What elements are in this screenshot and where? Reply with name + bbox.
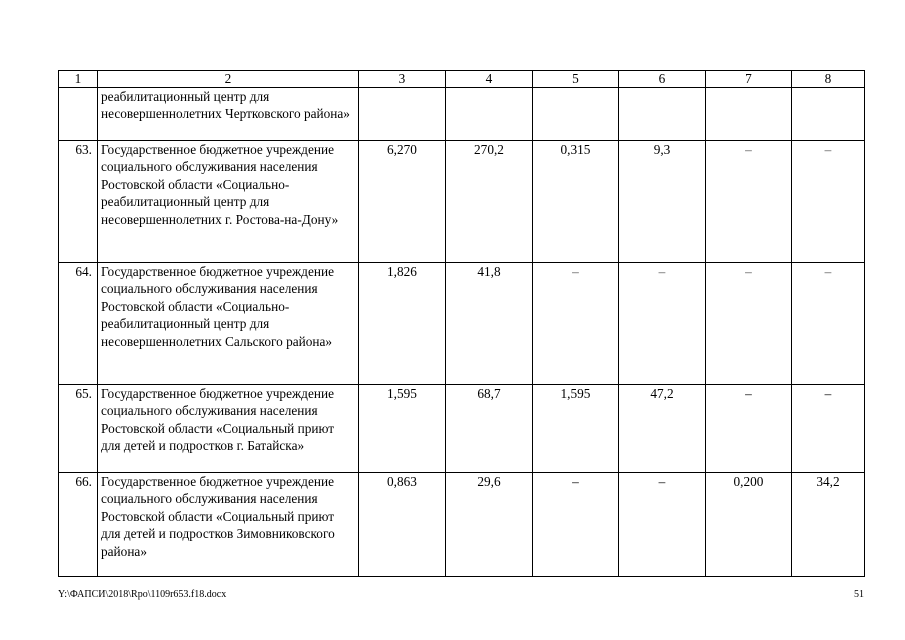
- institution-name: Государственное бюджетное учреждение социального обслуживания населения Ростовской области «Социальный приют для детей и подростков Зимовниковского района»: [98, 473, 359, 577]
- header-cell-4: 4: [446, 71, 533, 88]
- table-row: [59, 263, 865, 385]
- value-col-6: –: [619, 473, 706, 577]
- data-table-container: [58, 70, 864, 577]
- header-cell-2: 2: [98, 71, 359, 88]
- value-col-6: –: [619, 263, 706, 385]
- value-col-5: [533, 88, 619, 141]
- value-col-7: [706, 88, 792, 141]
- value-col-4: [446, 88, 533, 141]
- table-row: [59, 88, 865, 141]
- value-col-8: –: [792, 385, 865, 473]
- value-col-8: –: [792, 141, 865, 263]
- institution-name: Государственное бюджетное учреждение социального обслуживания населения Ростовской области «Социальный приют для детей и подростков г. Батайска»: [98, 385, 359, 473]
- value-col-7: –: [706, 263, 792, 385]
- institution-name: Государственное бюджетное учреждение социального обслуживания населения Ростовской области «Социально-реабилитационный центр для несовершеннолетних г. Ростова-на-Дону»: [98, 141, 359, 263]
- value-col-3: 1,826: [359, 263, 446, 385]
- header-cell-7: 7: [706, 71, 792, 88]
- value-col-5: –: [533, 263, 619, 385]
- value-col-8: 34,2: [792, 473, 865, 577]
- value-col-8: [792, 88, 865, 141]
- row-number: 64.: [59, 263, 98, 385]
- value-col-7: 0,200: [706, 473, 792, 577]
- value-col-3: [359, 88, 446, 141]
- row-number: [59, 88, 98, 141]
- value-col-6: 47,2: [619, 385, 706, 473]
- table-row: [59, 385, 865, 473]
- row-number: 63.: [59, 141, 98, 263]
- header-cell-8: 8: [792, 71, 865, 88]
- table-header-row: [59, 71, 865, 88]
- value-col-5: 0,315: [533, 141, 619, 263]
- value-col-4: 41,8: [446, 263, 533, 385]
- value-col-6: 9,3: [619, 141, 706, 263]
- table-row: [59, 141, 865, 263]
- value-col-3: 6,270: [359, 141, 446, 263]
- value-col-8: –: [792, 263, 865, 385]
- document-file-path: Y:\ФАПСИ\2018\Rpo\1109r653.f18.docx: [58, 589, 227, 600]
- value-col-5: –: [533, 473, 619, 577]
- page-number: 51: [854, 589, 864, 600]
- value-col-3: 0,863: [359, 473, 446, 577]
- table-row: [59, 473, 865, 577]
- value-col-5: 1,595: [533, 385, 619, 473]
- data-table: [58, 70, 865, 577]
- header-cell-6: 6: [619, 71, 706, 88]
- row-number: 66.: [59, 473, 98, 577]
- institution-name: Государственное бюджетное учреждение социального обслуживания населения Ростовской области «Социально-реабилитационный центр для несовершеннолетних Сальского района»: [98, 263, 359, 385]
- value-col-7: –: [706, 141, 792, 263]
- value-col-6: [619, 88, 706, 141]
- value-col-4: 29,6: [446, 473, 533, 577]
- institution-name: реабилитационный центр для несовершеннолетних Чертковского района»: [98, 88, 359, 141]
- header-cell-3: 3: [359, 71, 446, 88]
- value-col-4: 270,2: [446, 141, 533, 263]
- value-col-4: 68,7: [446, 385, 533, 473]
- row-number: 65.: [59, 385, 98, 473]
- header-cell-1: 1: [59, 71, 98, 88]
- value-col-3: 1,595: [359, 385, 446, 473]
- value-col-7: –: [706, 385, 792, 473]
- header-cell-5: 5: [533, 71, 619, 88]
